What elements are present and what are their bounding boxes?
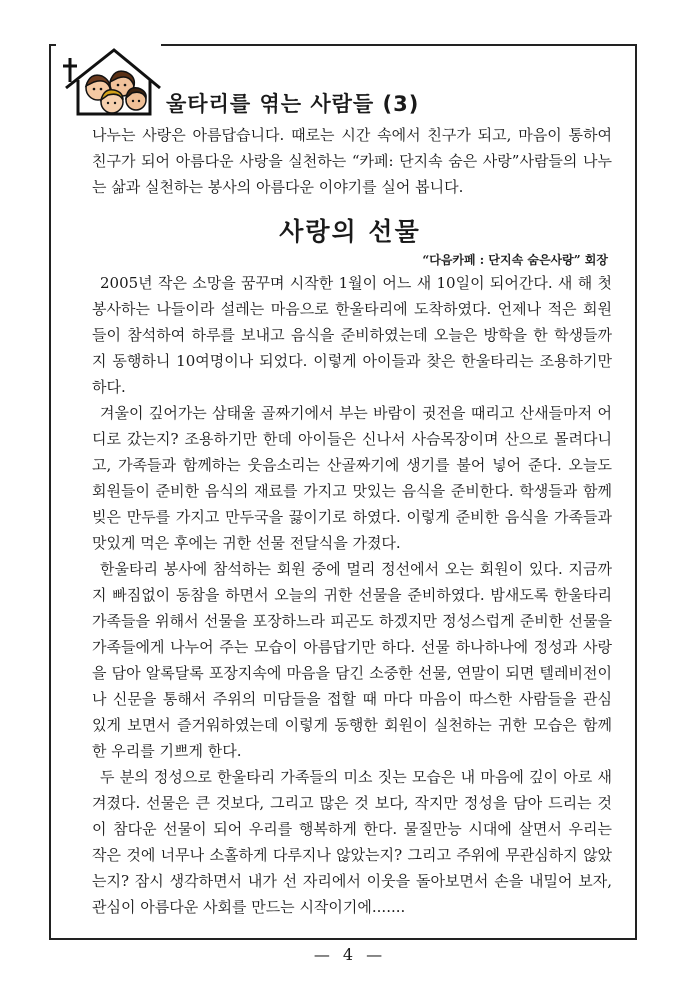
page-number: — 4 — [313, 945, 387, 964]
article-paragraph: 겨울이 깊어가는 삼태울 골짜기에서 부는 바람이 귓전을 때리고 산새들마저 어디로 갔는지? 조용하기만 한데 아이들은 신나서 사슴목장이며 산으로 몰려다니고, 가족들과 함께하는 웃음소리는 산골짜기에 생기를 불어 넣어 준다. 오늘도 회원들이 준비한 음식의 재료를 가지고 맛있는 음식을 준비한다. 학생들과 함께 빚은 만두를 가지고 만두국을 끓이기로 하였다. 이렇게 준비한 음식을 가족들과 맛있게 먹은 후에는 귀한 선물 전달식을 가졌다. [92, 404, 612, 552]
article-paragraph: 2005년 작은 소망을 꿈꾸며 시작한 1월이 어느 새 10일이 되어간다. 새 해 첫 봉사하는 나들이라 설레는 마음으로 한울타리에 도착하였다. 언제나 적은 회원들이 참석하여 하루를 보내고 음식을 준비하였는데 오늘은 방학을 한 학생들까지 동행하니 10여명이나 되었다. 이렇게 아이들과 찾은 한울타리는 조용하기만 하다. [92, 274, 612, 396]
article-paragraph: 한울타리 봉사에 참석하는 회원 중에 멀리 정선에서 오는 회원이 있다. 지금까지 빠짐없이 동참을 하면서 오늘의 귀한 선물을 준비하였다. 밤새도록 한울타리 가족들을 위해서 선물을 포장하느라 피곤도 하겠지만 정성스럽게 준비한 선물을 가족들에게 나누어 주는 모습이 아름답기만 하다. 선물 하나하나에 정성과 사랑을 담아 알록달록 포장지속에 마음을 담긴 소중한 선물, 연말이 되면 텔레비전이나 신문을 통해서 주위의 미담들을 접할 때 마다 마음이 따스한 사람들을 관심 있게 보면서 즐거워하였는데 이렇게 동행한 회원이 실천하는 귀한 모습은 함께한 우리를 기쁘게 한다. [92, 560, 612, 760]
border-top-left [49, 44, 56, 46]
article-paragraph: 두 분의 정성으로 한울타리 가족들의 미소 짓는 모습은 내 마음에 깊이 아로 새겨졌다. 선물은 큰 것보다, 그리고 많은 것 보다, 작지만 정성을 담아 드리는 것이 참다운 선물이 되어 우리를 행복하게 한다. 물질만능 시대에 살면서 우리는 작은 것에 너무나 소홀하게 다루지나 않았는지? 그리고 주위에 무관심하지 않았는지? 잠시 생각하면서 내가 선 자리에서 이웃을 돌아보면서 손을 내밀어 보자, 관심이 아름다운 사회를 만드는 시작이기에....... [92, 768, 612, 916]
border-top-right [161, 44, 637, 46]
article-byline: “다음카페 : 단지속 숨은사랑” 회장 [422, 253, 608, 267]
series-title: 울타리를 엮는 사람들 (3) [166, 92, 420, 116]
article-body [92, 270, 612, 920]
intro-text: 나누는 사랑은 아름답습니다. 때로는 시간 속에서 친구가 되고, 마음이 통하여 친구가 되어 아름다운 사랑을 실천하는 “카페: 단지속 숨은 사랑”사람들의 나누는 삶과 실천하는 봉사의 아름다운 이야기를 실어 봅니다. [92, 126, 612, 196]
house-family-logo [56, 40, 164, 116]
article-title: 사랑의 선물 [279, 217, 421, 246]
